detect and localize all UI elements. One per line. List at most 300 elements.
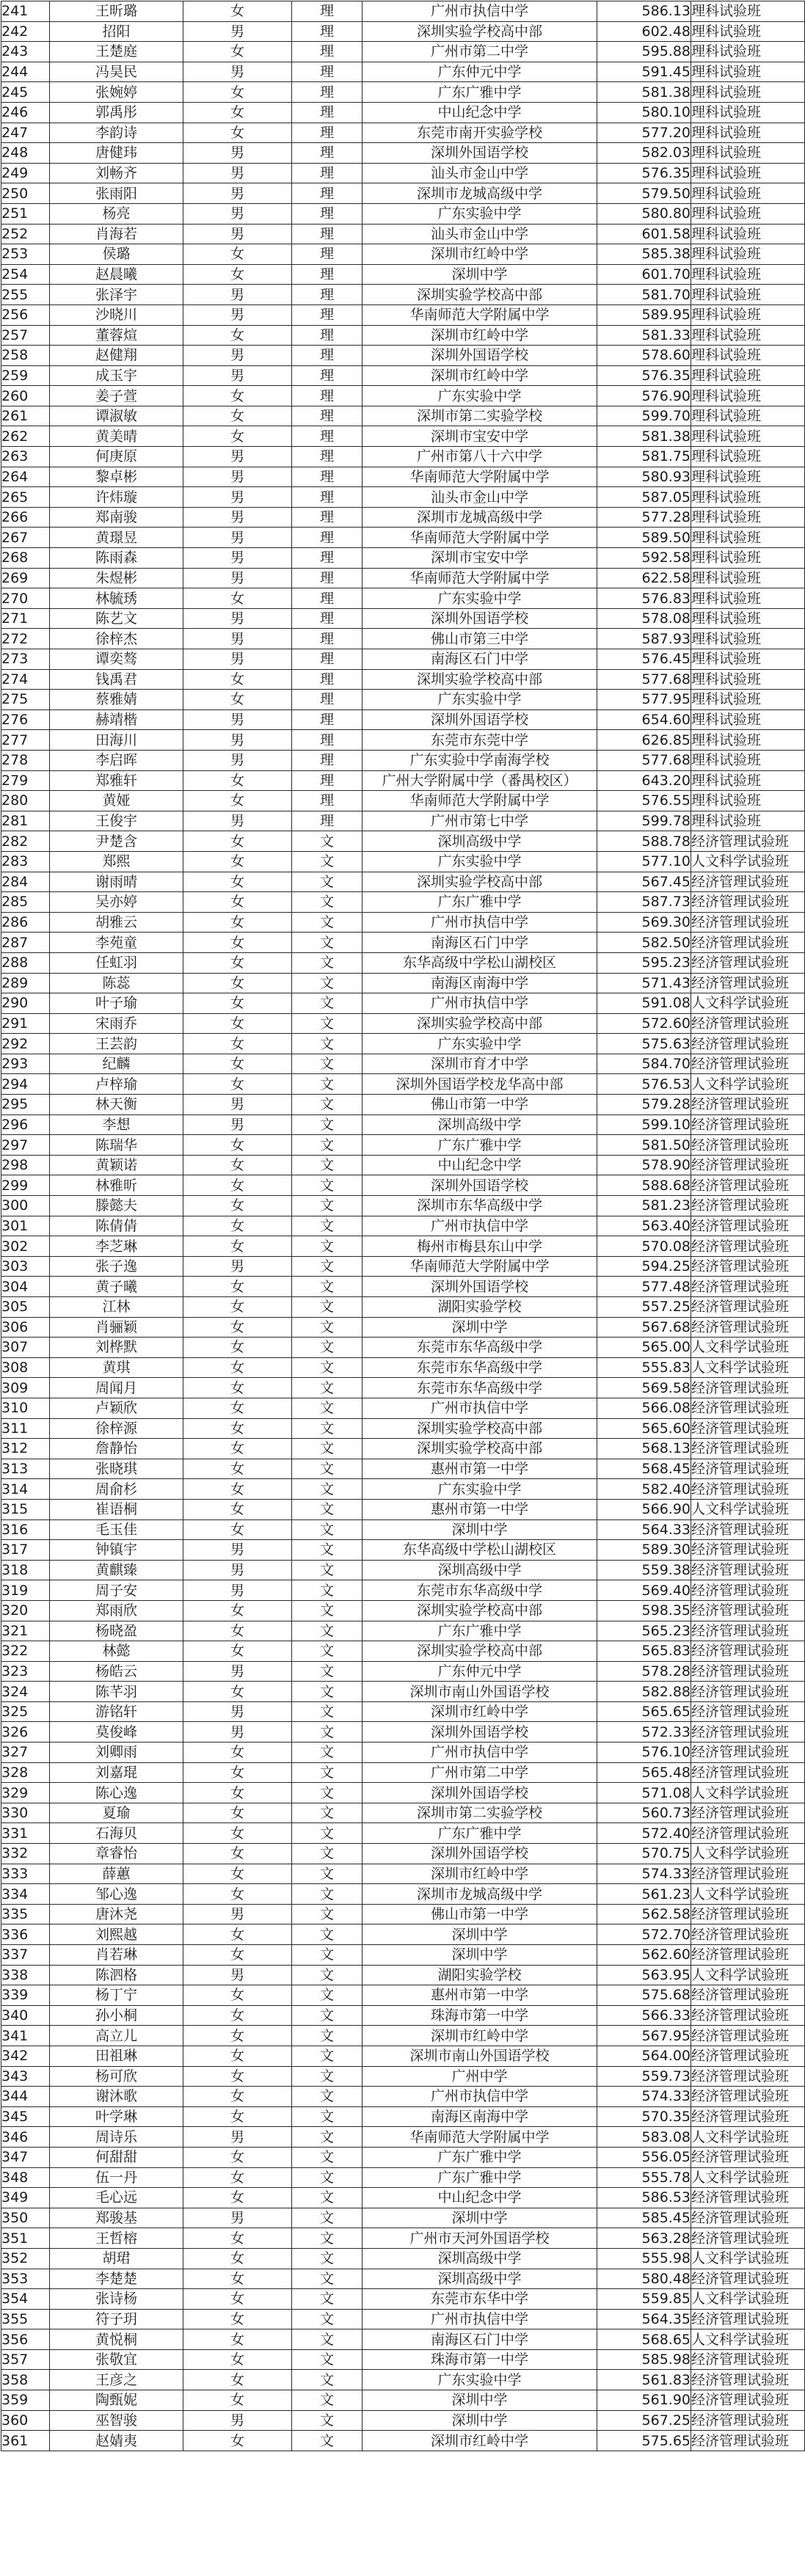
program-class-cell: 理科试验班 <box>691 386 805 406</box>
gender-cell: 女 <box>183 2309 292 2329</box>
program-class-cell: 人文科学试验班 <box>691 1884 805 1905</box>
program-class-cell: 经济管理试验班 <box>691 1519 805 1540</box>
student-name-cell: 陶甄妮 <box>50 2390 183 2411</box>
school-name-cell: 广东仲元中学 <box>363 1661 597 1682</box>
score-cell: 580.80 <box>597 203 691 224</box>
school-name-cell: 深圳市南山外国语学校 <box>363 2046 597 2066</box>
program-class-cell: 理科试验班 <box>691 365 805 386</box>
subject-track-cell: 文 <box>292 1378 363 1398</box>
program-class-cell: 经济管理试验班 <box>691 1135 805 1156</box>
gender-cell: 男 <box>183 1256 292 1277</box>
gender-cell: 女 <box>183 1013 292 1034</box>
score-cell: 555.78 <box>597 2167 691 2188</box>
table-row <box>1 2106 805 2127</box>
row-number-cell: 335 <box>1 1904 50 1924</box>
subject-track-cell: 理 <box>292 406 363 426</box>
row-number-cell: 281 <box>1 811 50 831</box>
program-class-cell: 理科试验班 <box>691 487 805 508</box>
program-class-cell: 理科试验班 <box>691 123 805 143</box>
subject-track-cell: 理 <box>292 285 363 305</box>
subject-track-cell: 文 <box>292 993 363 1014</box>
school-name-cell: 广东实验中学 <box>363 588 597 609</box>
row-number-cell: 242 <box>1 21 50 42</box>
score-cell: 581.33 <box>597 325 691 346</box>
table-row <box>1 1762 805 1783</box>
student-name-cell: 巫智骏 <box>50 2410 183 2431</box>
program-class-cell: 经济管理试验班 <box>691 1439 805 1459</box>
gender-cell: 女 <box>183 1034 292 1054</box>
school-name-cell: 中山纪念中学 <box>363 102 597 123</box>
score-cell: 572.40 <box>597 1823 691 1844</box>
table-row <box>1 224 805 244</box>
table-row <box>1 872 805 892</box>
program-class-cell: 理科试验班 <box>691 42 805 62</box>
student-name-cell: 张雨阳 <box>50 183 183 204</box>
gender-cell: 女 <box>183 1783 292 1803</box>
row-number-cell: 305 <box>1 1297 50 1318</box>
score-cell: 582.88 <box>597 1682 691 1702</box>
school-name-cell: 汕头市金山中学 <box>363 487 597 508</box>
row-number-cell: 352 <box>1 2248 50 2269</box>
score-cell: 564.33 <box>597 1519 691 1540</box>
gender-cell: 男 <box>183 1904 292 1924</box>
gender-cell: 男 <box>183 467 292 487</box>
school-name-cell: 深圳外国语学校 <box>363 1783 597 1803</box>
row-number-cell: 249 <box>1 163 50 183</box>
gender-cell: 女 <box>183 1459 292 1479</box>
score-cell: 569.40 <box>597 1580 691 1601</box>
subject-track-cell: 文 <box>292 1236 363 1257</box>
table-row <box>1 62 805 82</box>
row-number-cell: 314 <box>1 1479 50 1500</box>
school-name-cell: 深圳实验学校高中部 <box>363 285 597 305</box>
program-class-cell: 理科试验班 <box>691 82 805 103</box>
school-name-cell: 深圳市红岭中学 <box>363 2431 597 2451</box>
program-class-cell: 理科试验班 <box>691 285 805 305</box>
score-cell: 559.85 <box>597 2289 691 2310</box>
gender-cell: 女 <box>183 2046 292 2066</box>
student-name-cell: 肖若琳 <box>50 1945 183 1966</box>
score-cell: 565.60 <box>597 1418 691 1439</box>
student-name-cell: 田祖琳 <box>50 2046 183 2066</box>
program-class-cell: 经济管理试验班 <box>691 1722 805 1743</box>
school-name-cell: 广东实验中学南海学校 <box>363 750 597 770</box>
subject-track-cell: 文 <box>292 1277 363 1297</box>
student-name-cell: 刘卿雨 <box>50 1743 183 1763</box>
gender-cell: 女 <box>183 2370 292 2390</box>
row-number-cell: 266 <box>1 507 50 528</box>
student-name-cell: 许炜璇 <box>50 487 183 508</box>
program-class-cell: 人文科学试验班 <box>691 1965 805 1985</box>
row-number-cell: 359 <box>1 2390 50 2411</box>
gender-cell: 男 <box>183 487 292 508</box>
school-name-cell: 深圳中学 <box>363 1519 597 1540</box>
row-number-cell: 333 <box>1 1864 50 1884</box>
school-name-cell: 东莞市南开实验学校 <box>363 123 597 143</box>
gender-cell: 女 <box>183 2390 292 2411</box>
score-cell: 561.90 <box>597 2390 691 2411</box>
gender-cell: 女 <box>183 264 292 285</box>
gender-cell: 女 <box>183 123 292 143</box>
score-cell: 580.10 <box>597 102 691 123</box>
gender-cell: 女 <box>183 1317 292 1338</box>
score-cell: 567.68 <box>597 1317 691 1338</box>
score-cell: 567.45 <box>597 872 691 892</box>
school-name-cell: 珠海市第一中学 <box>363 2349 597 2370</box>
program-class-cell: 理科试验班 <box>691 791 805 811</box>
row-number-cell: 350 <box>1 2208 50 2228</box>
score-cell: 580.48 <box>597 2269 691 2289</box>
subject-track-cell: 理 <box>292 365 363 386</box>
student-name-cell: 周闻月 <box>50 1378 183 1398</box>
gender-cell: 女 <box>183 325 292 346</box>
subject-track-cell: 文 <box>292 952 363 973</box>
school-name-cell: 深圳外国语学校 <box>363 608 597 629</box>
student-name-cell: 杨丁宁 <box>50 1985 183 2006</box>
subject-track-cell: 理 <box>292 264 363 285</box>
table-row <box>1 1701 805 1722</box>
gender-cell: 女 <box>183 1499 292 1519</box>
gender-cell: 女 <box>183 831 292 852</box>
program-class-cell: 经济管理试验班 <box>691 2208 805 2228</box>
row-number-cell: 299 <box>1 1175 50 1196</box>
subject-track-cell: 文 <box>292 1196 363 1216</box>
score-cell: 578.08 <box>597 608 691 629</box>
school-name-cell: 汕头市金山中学 <box>363 224 597 244</box>
row-number-cell: 245 <box>1 82 50 103</box>
program-class-cell: 经济管理试验班 <box>691 1600 805 1621</box>
row-number-cell: 265 <box>1 487 50 508</box>
gender-cell: 男 <box>183 143 292 164</box>
student-name-cell: 郑骏基 <box>50 2208 183 2228</box>
gender-cell: 女 <box>183 690 292 710</box>
school-name-cell: 中山纪念中学 <box>363 1155 597 1175</box>
gender-cell: 女 <box>183 669 292 690</box>
subject-track-cell: 理 <box>292 770 363 791</box>
student-name-cell: 王楚庭 <box>50 42 183 62</box>
score-cell: 587.73 <box>597 892 691 913</box>
score-cell: 577.95 <box>597 690 691 710</box>
row-number-cell: 243 <box>1 42 50 62</box>
student-name-cell: 黄娅 <box>50 791 183 811</box>
row-number-cell: 306 <box>1 1317 50 1338</box>
table-row <box>1 2087 805 2107</box>
row-number-cell: 267 <box>1 528 50 548</box>
student-name-cell: 黄璟昱 <box>50 528 183 548</box>
gender-cell: 男 <box>183 709 292 730</box>
row-number-cell: 311 <box>1 1418 50 1439</box>
table-row <box>1 831 805 852</box>
gender-cell: 女 <box>183 2431 292 2451</box>
gender-cell: 女 <box>183 2087 292 2107</box>
gender-cell: 女 <box>183 1621 292 1641</box>
gender-cell: 女 <box>183 1439 292 1459</box>
row-number-cell: 310 <box>1 1398 50 1418</box>
program-class-cell: 经济管理试验班 <box>691 2087 805 2107</box>
program-class-cell: 经济管理试验班 <box>691 1256 805 1277</box>
school-name-cell: 深圳实验学校高中部 <box>363 1013 597 1034</box>
table-row <box>1 2248 805 2269</box>
table-row <box>1 1864 805 1884</box>
row-number-cell: 293 <box>1 1054 50 1074</box>
row-number-cell: 256 <box>1 304 50 325</box>
row-number-cell: 287 <box>1 933 50 953</box>
program-class-cell: 经济管理试验班 <box>691 2269 805 2289</box>
table-row <box>1 82 805 103</box>
score-cell: 576.90 <box>597 386 691 406</box>
table-row <box>1 669 805 690</box>
table-row <box>1 1621 805 1641</box>
gender-cell: 男 <box>183 163 292 183</box>
table-row <box>1 1034 805 1054</box>
row-number-cell: 253 <box>1 244 50 265</box>
score-cell: 576.55 <box>597 791 691 811</box>
score-cell: 574.33 <box>597 2087 691 2107</box>
score-cell: 577.48 <box>597 1277 691 1297</box>
student-name-cell: 王芸韵 <box>50 1034 183 1054</box>
table-row <box>1 2127 805 2148</box>
subject-track-cell: 文 <box>292 1317 363 1338</box>
gender-cell: 女 <box>183 1600 292 1621</box>
student-name-cell: 滕懿夫 <box>50 1196 183 1216</box>
row-number-cell: 279 <box>1 770 50 791</box>
program-class-cell: 经济管理试验班 <box>691 1904 805 1924</box>
row-number-cell: 318 <box>1 1560 50 1580</box>
subject-track-cell: 理 <box>292 224 363 244</box>
student-name-cell: 符子玥 <box>50 2309 183 2329</box>
table-row <box>1 993 805 1014</box>
program-class-cell: 理科试验班 <box>691 346 805 366</box>
school-name-cell: 南海区南海中学 <box>363 973 597 993</box>
score-cell: 588.68 <box>597 1175 691 1196</box>
score-cell: 575.65 <box>597 2431 691 2451</box>
student-name-cell: 杨皓云 <box>50 1661 183 1682</box>
school-name-cell: 惠州市第一中学 <box>363 1985 597 2006</box>
subject-track-cell: 文 <box>292 2349 363 2370</box>
school-name-cell: 惠州市第一中学 <box>363 1499 597 1519</box>
score-cell: 622.58 <box>597 568 691 588</box>
school-name-cell: 深圳市红岭中学 <box>363 2026 597 2046</box>
school-name-cell: 梅州市梅县东山中学 <box>363 1236 597 1257</box>
student-name-cell: 陈蕊 <box>50 973 183 993</box>
gender-cell: 女 <box>183 386 292 406</box>
school-name-cell: 华南师范大学附属中学 <box>363 791 597 811</box>
row-number-cell: 298 <box>1 1155 50 1175</box>
school-name-cell: 广州市第二中学 <box>363 42 597 62</box>
subject-track-cell: 文 <box>292 2188 363 2208</box>
score-cell: 561.83 <box>597 2370 691 2390</box>
gender-cell: 女 <box>183 993 292 1014</box>
gender-cell: 女 <box>183 2269 292 2289</box>
row-number-cell: 354 <box>1 2289 50 2310</box>
row-number-cell: 270 <box>1 588 50 609</box>
gender-cell: 女 <box>183 1844 292 1864</box>
student-name-cell: 陈雨森 <box>50 548 183 569</box>
row-number-cell: 290 <box>1 993 50 1014</box>
program-class-cell: 经济管理试验班 <box>691 1661 805 1682</box>
score-cell: 577.28 <box>597 507 691 528</box>
program-class-cell: 经济管理试验班 <box>691 1418 805 1439</box>
table-row <box>1 1357 805 1378</box>
subject-track-cell: 文 <box>292 2390 363 2411</box>
row-number-cell: 257 <box>1 325 50 346</box>
student-name-cell: 赵婧夷 <box>50 2431 183 2451</box>
gender-cell: 男 <box>183 1701 292 1722</box>
subject-track-cell: 理 <box>292 528 363 548</box>
program-class-cell: 人文科学试验班 <box>691 2248 805 2269</box>
school-name-cell: 南海区石门中学 <box>363 649 597 670</box>
gender-cell: 女 <box>183 892 292 913</box>
student-name-cell: 黎卓彬 <box>50 467 183 487</box>
score-cell: 591.08 <box>597 993 691 1014</box>
school-name-cell: 深圳市红岭中学 <box>363 365 597 386</box>
program-class-cell: 理科试验班 <box>691 1 805 22</box>
student-name-cell: 王昕璐 <box>50 1 183 22</box>
student-name-cell: 黄琪 <box>50 1357 183 1378</box>
program-class-cell: 经济管理试验班 <box>691 2005 805 2026</box>
school-name-cell: 广州中学 <box>363 2066 597 2087</box>
program-class-cell: 理科试验班 <box>691 183 805 204</box>
row-number-cell: 288 <box>1 952 50 973</box>
gender-cell: 男 <box>183 21 292 42</box>
gender-cell: 男 <box>183 203 292 224</box>
subject-track-cell: 文 <box>292 1439 363 1459</box>
table-row <box>1 386 805 406</box>
table-row <box>1 1418 805 1439</box>
table-row <box>1 528 805 548</box>
program-class-cell: 经济管理试验班 <box>691 1580 805 1601</box>
score-cell: 584.70 <box>597 1054 691 1074</box>
gender-cell: 女 <box>183 1823 292 1844</box>
program-class-cell: 理科试验班 <box>691 143 805 164</box>
student-name-cell: 王哲榕 <box>50 2228 183 2249</box>
score-cell: 557.25 <box>597 1297 691 1318</box>
table-row <box>1 1945 805 1966</box>
school-name-cell: 深圳市红岭中学 <box>363 325 597 346</box>
program-class-cell: 经济管理试验班 <box>691 2431 805 2451</box>
school-name-cell: 深圳高级中学 <box>363 2248 597 2269</box>
gender-cell: 男 <box>183 548 292 569</box>
student-name-cell: 谢雨晴 <box>50 872 183 892</box>
program-class-cell: 理科试验班 <box>691 690 805 710</box>
table-row <box>1 1519 805 1540</box>
student-name-cell: 周子安 <box>50 1580 183 1601</box>
gender-cell: 男 <box>183 811 292 831</box>
program-class-cell: 理科试验班 <box>691 629 805 649</box>
subject-track-cell: 理 <box>292 791 363 811</box>
row-number-cell: 309 <box>1 1378 50 1398</box>
table-row <box>1 1641 805 1662</box>
subject-track-cell: 理 <box>292 447 363 467</box>
school-name-cell: 广东广雅中学 <box>363 2167 597 2188</box>
subject-track-cell: 文 <box>292 872 363 892</box>
school-name-cell: 惠州市第一中学 <box>363 1459 597 1479</box>
gender-cell: 女 <box>183 770 292 791</box>
student-name-cell: 莫俊峰 <box>50 1722 183 1743</box>
table-row <box>1 1297 805 1318</box>
student-name-cell: 张泽宇 <box>50 285 183 305</box>
student-name-cell: 毛心远 <box>50 2188 183 2208</box>
score-cell: 576.35 <box>597 365 691 386</box>
score-cell: 592.58 <box>597 548 691 569</box>
program-class-cell: 经济管理试验班 <box>691 2026 805 2046</box>
gender-cell: 女 <box>183 1682 292 1702</box>
program-class-cell: 人文科学试验班 <box>691 2167 805 2188</box>
student-name-cell: 蔡雅婧 <box>50 690 183 710</box>
student-name-cell: 宋雨乔 <box>50 1013 183 1034</box>
score-cell: 565.23 <box>597 1621 691 1641</box>
row-number-cell: 313 <box>1 1459 50 1479</box>
row-number-cell: 327 <box>1 1743 50 1763</box>
gender-cell: 女 <box>183 588 292 609</box>
score-cell: 588.78 <box>597 831 691 852</box>
score-cell: 559.38 <box>597 1560 691 1580</box>
student-name-cell: 陈瑞华 <box>50 1135 183 1156</box>
table-row <box>1 2349 805 2370</box>
subject-track-cell: 文 <box>292 2106 363 2127</box>
table-row <box>1 102 805 123</box>
school-name-cell: 广州市天河外国语学校 <box>363 2228 597 2249</box>
row-number-cell: 255 <box>1 285 50 305</box>
school-name-cell: 华南师范大学附属中学 <box>363 467 597 487</box>
school-name-cell: 深圳高级中学 <box>363 831 597 852</box>
row-number-cell: 248 <box>1 143 50 164</box>
student-name-cell: 王彦之 <box>50 2370 183 2390</box>
row-number-cell: 272 <box>1 629 50 649</box>
score-cell: 581.70 <box>597 285 691 305</box>
school-name-cell: 深圳外国语学校 <box>363 709 597 730</box>
table-row <box>1 123 805 143</box>
gender-cell: 男 <box>183 2208 292 2228</box>
row-number-cell: 320 <box>1 1600 50 1621</box>
table-row <box>1 264 805 285</box>
program-class-cell: 理科试验班 <box>691 730 805 751</box>
program-class-cell: 理科试验班 <box>691 304 805 325</box>
subject-track-cell: 理 <box>292 42 363 62</box>
subject-track-cell: 文 <box>292 1256 363 1277</box>
gender-cell: 女 <box>183 952 292 973</box>
table-row <box>1 608 805 629</box>
subject-track-cell: 理 <box>292 346 363 366</box>
gender-cell: 男 <box>183 285 292 305</box>
table-row <box>1 1256 805 1277</box>
subject-track-cell: 文 <box>292 1600 363 1621</box>
gender-cell: 女 <box>183 1398 292 1418</box>
gender-cell: 女 <box>183 2005 292 2026</box>
table-row <box>1 304 805 325</box>
subject-track-cell: 理 <box>292 183 363 204</box>
table-row <box>1 2026 805 2046</box>
subject-track-cell: 文 <box>292 1762 363 1783</box>
subject-track-cell: 理 <box>292 629 363 649</box>
program-class-cell: 经济管理试验班 <box>691 1924 805 1945</box>
table-row <box>1 1924 805 1945</box>
gender-cell: 男 <box>183 447 292 467</box>
row-number-cell: 280 <box>1 791 50 811</box>
subject-track-cell: 文 <box>292 1175 363 1196</box>
school-name-cell: 广东广雅中学 <box>363 1823 597 1844</box>
row-number-cell: 357 <box>1 2349 50 2370</box>
student-name-cell: 陈心逸 <box>50 1783 183 1803</box>
subject-track-cell: 文 <box>292 1580 363 1601</box>
subject-track-cell: 文 <box>292 1560 363 1580</box>
row-number-cell: 263 <box>1 447 50 467</box>
table-row <box>1 285 805 305</box>
score-cell: 602.48 <box>597 21 691 42</box>
program-class-cell: 经济管理试验班 <box>691 1297 805 1318</box>
student-name-cell: 董蓉煊 <box>50 325 183 346</box>
row-number-cell: 355 <box>1 2309 50 2329</box>
